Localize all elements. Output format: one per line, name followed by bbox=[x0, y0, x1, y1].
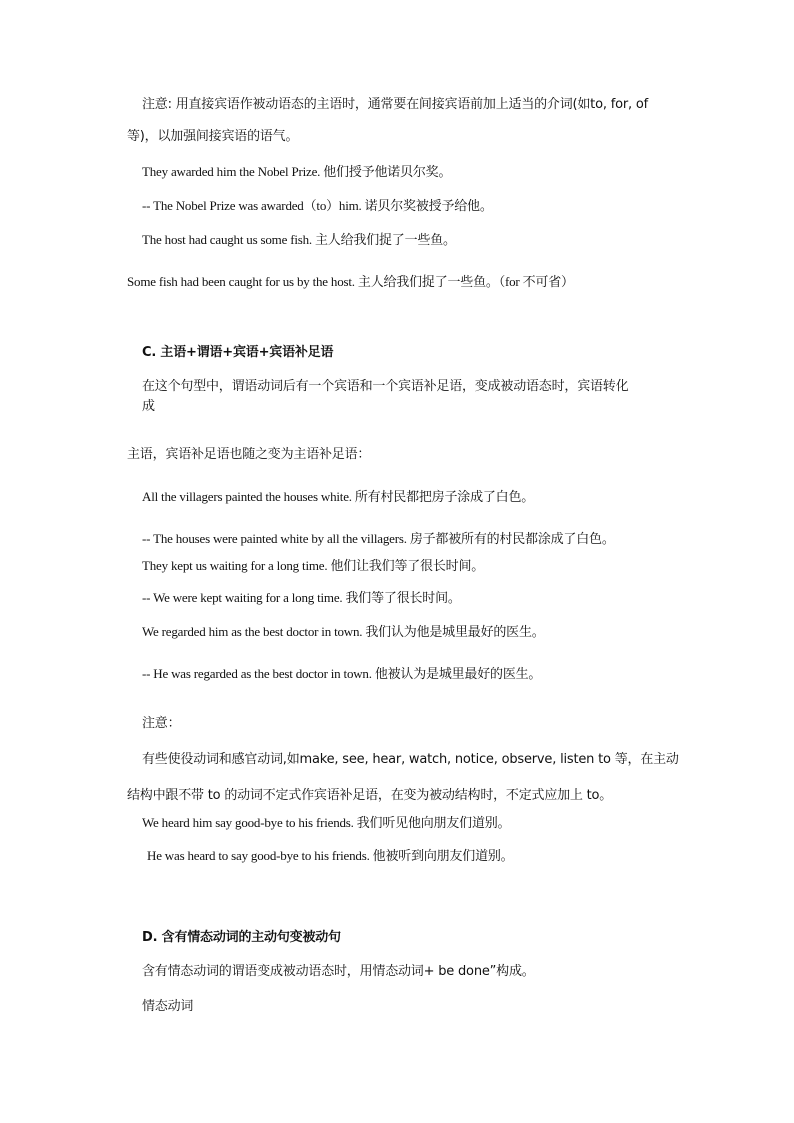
paragraph-line: 情态动词 bbox=[142, 999, 194, 1014]
example-line: -- He was regarded as the best doctor in town. 他被认为是城里最好的医生。 bbox=[142, 666, 542, 681]
example-line: The host had caught us some fish. 主人给我们捉了一些鱼。 bbox=[142, 232, 456, 247]
paragraph-line: 结构中跟不带 to 的动词不定式作宾语补足语，在变为被动结构时，不定式应加上 to。 bbox=[127, 788, 613, 803]
note-line-1: 注意: 用直接宾语作被动语态的主语时，通常要在间接宾语前加上适当的介词(如to, for, of bbox=[142, 97, 648, 112]
note-label: 注意： bbox=[142, 716, 181, 731]
example-line: -- We were kept waiting for a long time. 我们等了很长时间。 bbox=[142, 590, 461, 605]
example-line: He was heard to say good-bye to his friends. 他被听到向朋友们道别。 bbox=[147, 848, 514, 863]
section-heading-c: C. 主语+谓语+宾语+宾语补足语 bbox=[142, 345, 334, 360]
example-line: All the villagers painted the houses white. 所有村民都把房子涂成了白色。 bbox=[142, 489, 535, 504]
example-line: They awarded him the Nobel Prize. 他们授予他诺贝尔奖。 bbox=[142, 164, 452, 179]
example-line: We heard him say good-bye to his friends. 我们听见他向朋友们道别。 bbox=[142, 815, 511, 830]
example-line: -- The houses were painted white by all the villagers. 房子都被所有的村民都涂成了白色。 bbox=[142, 531, 615, 546]
note-line-2: 等)，以加强间接宾语的语气。 bbox=[127, 129, 299, 144]
paragraph-line: 有些使役动词和感官动词,如make, see, hear, watch, notice, observe, listen to 等，在主动 bbox=[142, 752, 679, 767]
paragraph-line: 主语，宾语补足语也随之变为主语补足语： bbox=[127, 447, 371, 462]
paragraph-line: 在这个句型中，谓语动词后有一个宾语和一个宾语补足语，变成被动语态时，宾语转化 bbox=[142, 379, 629, 394]
example-line: -- The Nobel Prize was awarded（to）him. 诺贝尔奖被授予给他。 bbox=[142, 198, 493, 213]
paragraph-line: 成 bbox=[142, 399, 155, 414]
section-heading-d: D. 含有情态动词的主动句变被动句 bbox=[142, 930, 341, 945]
paragraph-line: 含有情态动词的谓语变成被动语态时，用情态动词+ be done”构成。 bbox=[142, 964, 535, 979]
example-line: We regarded him as the best doctor in town. 我们认为他是城里最好的医生。 bbox=[142, 624, 545, 639]
example-line: Some fish had been caught for us by the host. 主人给我们捉了一些鱼。（for 不可省） bbox=[127, 274, 574, 289]
example-line: They kept us waiting for a long time. 他们让我们等了很长时间。 bbox=[142, 558, 485, 573]
